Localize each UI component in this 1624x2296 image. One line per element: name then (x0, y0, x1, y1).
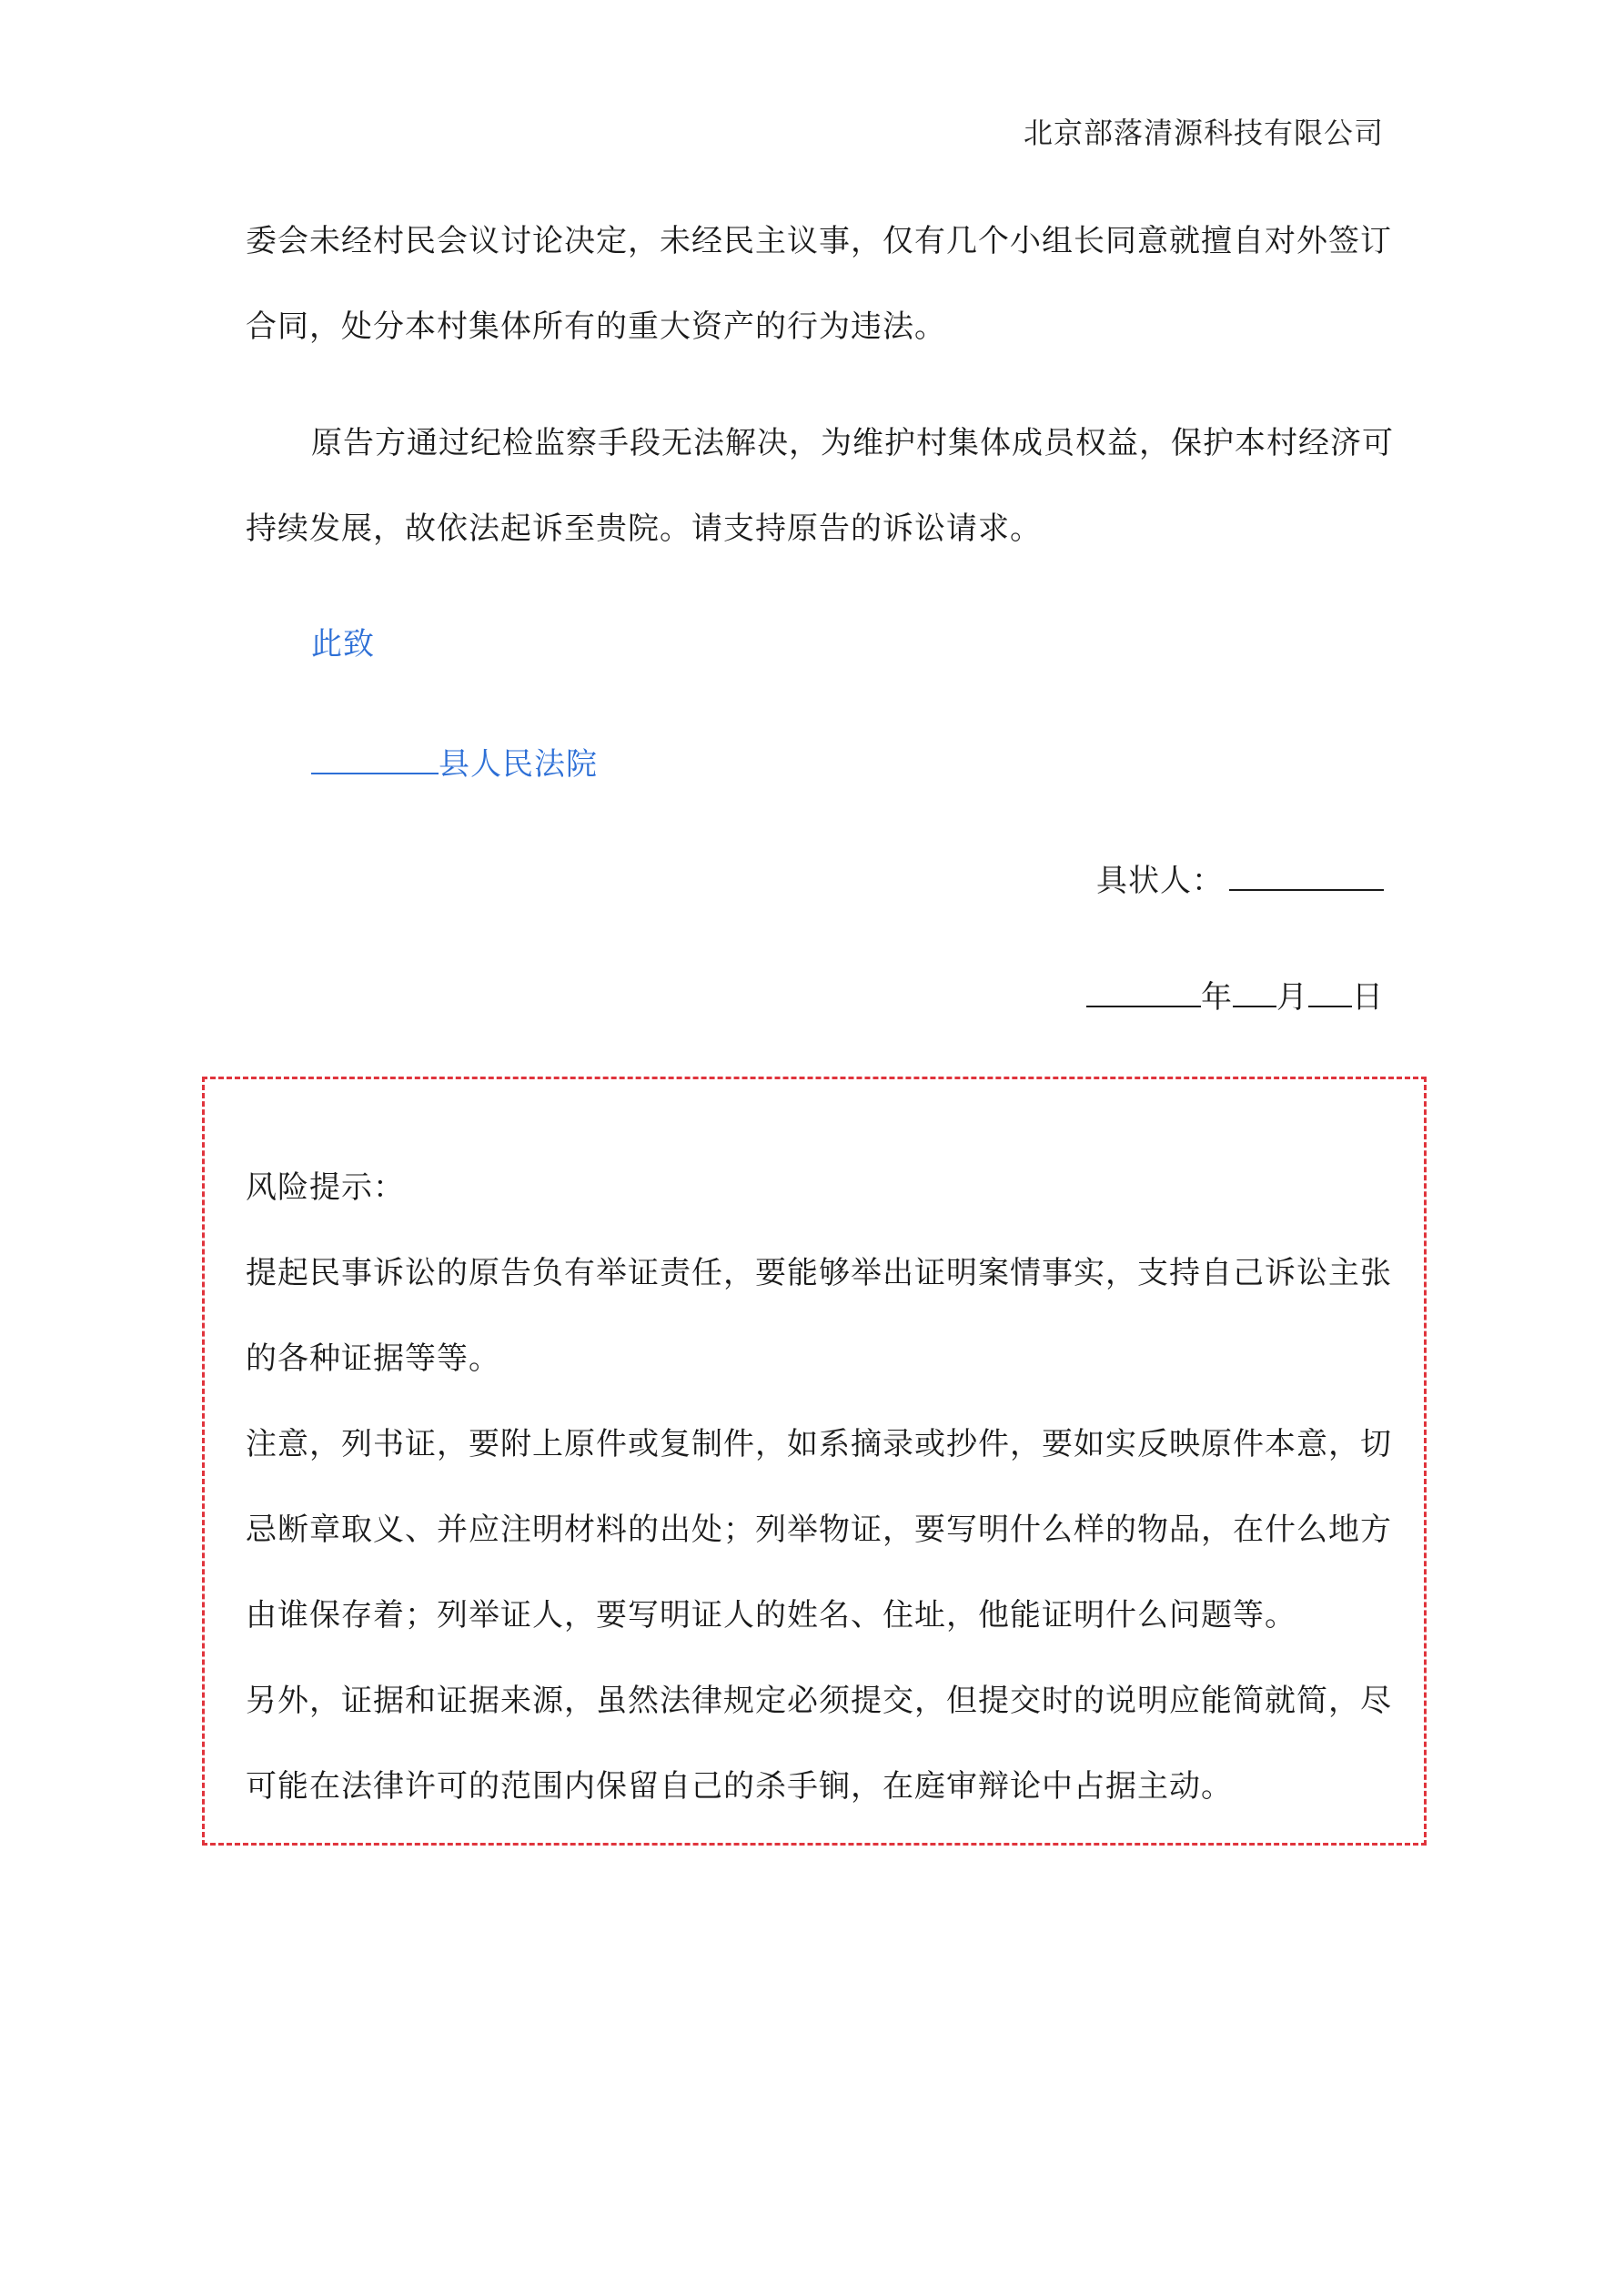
risk-notice-content (246, 1145, 1392, 1829)
paragraph-1-line-1: 委会未经村民会议讨论决定，未经民主议事，仅有几个小组长同意就擅自对外签订 (246, 223, 1392, 259)
month-blank (1233, 975, 1276, 1007)
paragraph-1-line-2: 合同，处分本村集体所有的重大资产的行为违法。 (246, 308, 946, 345)
court-addressee (311, 742, 598, 784)
signer-blank (1229, 858, 1384, 891)
risk-notice-box (202, 1077, 1427, 1846)
risk-line-1: 提起民事诉讼的原告负有举证责任，要能够举出证明案情事实，支持自己诉讼主张 (246, 1255, 1392, 1291)
paragraph-2 (246, 400, 1394, 571)
risk-line-3: 注意，列书证，要附上原件或复制件，如系摘录或抄件，要如实反映原件本意，切 (246, 1426, 1392, 1462)
risk-line-5: 由谁保存着；列举证人，要写明证人的姓名、住址，他能证明什么问题等。 (246, 1597, 1296, 1633)
day-label: 日 (1352, 979, 1384, 1016)
salutation-cizhi: 此致 (311, 626, 375, 663)
year-blank (1086, 975, 1201, 1007)
month-label: 月 (1276, 979, 1308, 1016)
day-blank (1308, 975, 1352, 1007)
paragraph-2-line-2: 持续发展，故依法起诉至贵院。请支持原告的诉讼请求。 (246, 511, 1042, 547)
paragraph-2-line-1: 原告方通过纪检监察手段无法解决，为维护村集体成员权益，保护本村经济可 (311, 425, 1394, 461)
court-name-blank (311, 742, 439, 774)
paragraph-1 (246, 198, 1392, 369)
risk-line-6: 另外，证据和证据来源，虽然法律规定必须提交，但提交时的说明应能简就简，尽 (246, 1683, 1392, 1719)
signer-label: 具状人： (1096, 863, 1224, 899)
year-label: 年 (1201, 979, 1233, 1016)
risk-line-4: 忌断章取义、并应注明材料的出处；列举物证，要写明什么样的物品，在什么地方 (246, 1512, 1392, 1548)
header-company-name: 北京部落清源科技有限公司 (1023, 116, 1384, 150)
risk-notice-title: 风险提示： (246, 1169, 405, 1206)
risk-line-7: 可能在法律许可的范围内保留自己的杀手锏，在庭审辩论中占据主动。 (246, 1768, 1233, 1805)
date-line (1086, 975, 1384, 1017)
risk-line-2: 的各种证据等等。 (246, 1340, 500, 1377)
signer-line (1096, 858, 1384, 901)
court-suffix: 县人民法院 (439, 746, 598, 783)
